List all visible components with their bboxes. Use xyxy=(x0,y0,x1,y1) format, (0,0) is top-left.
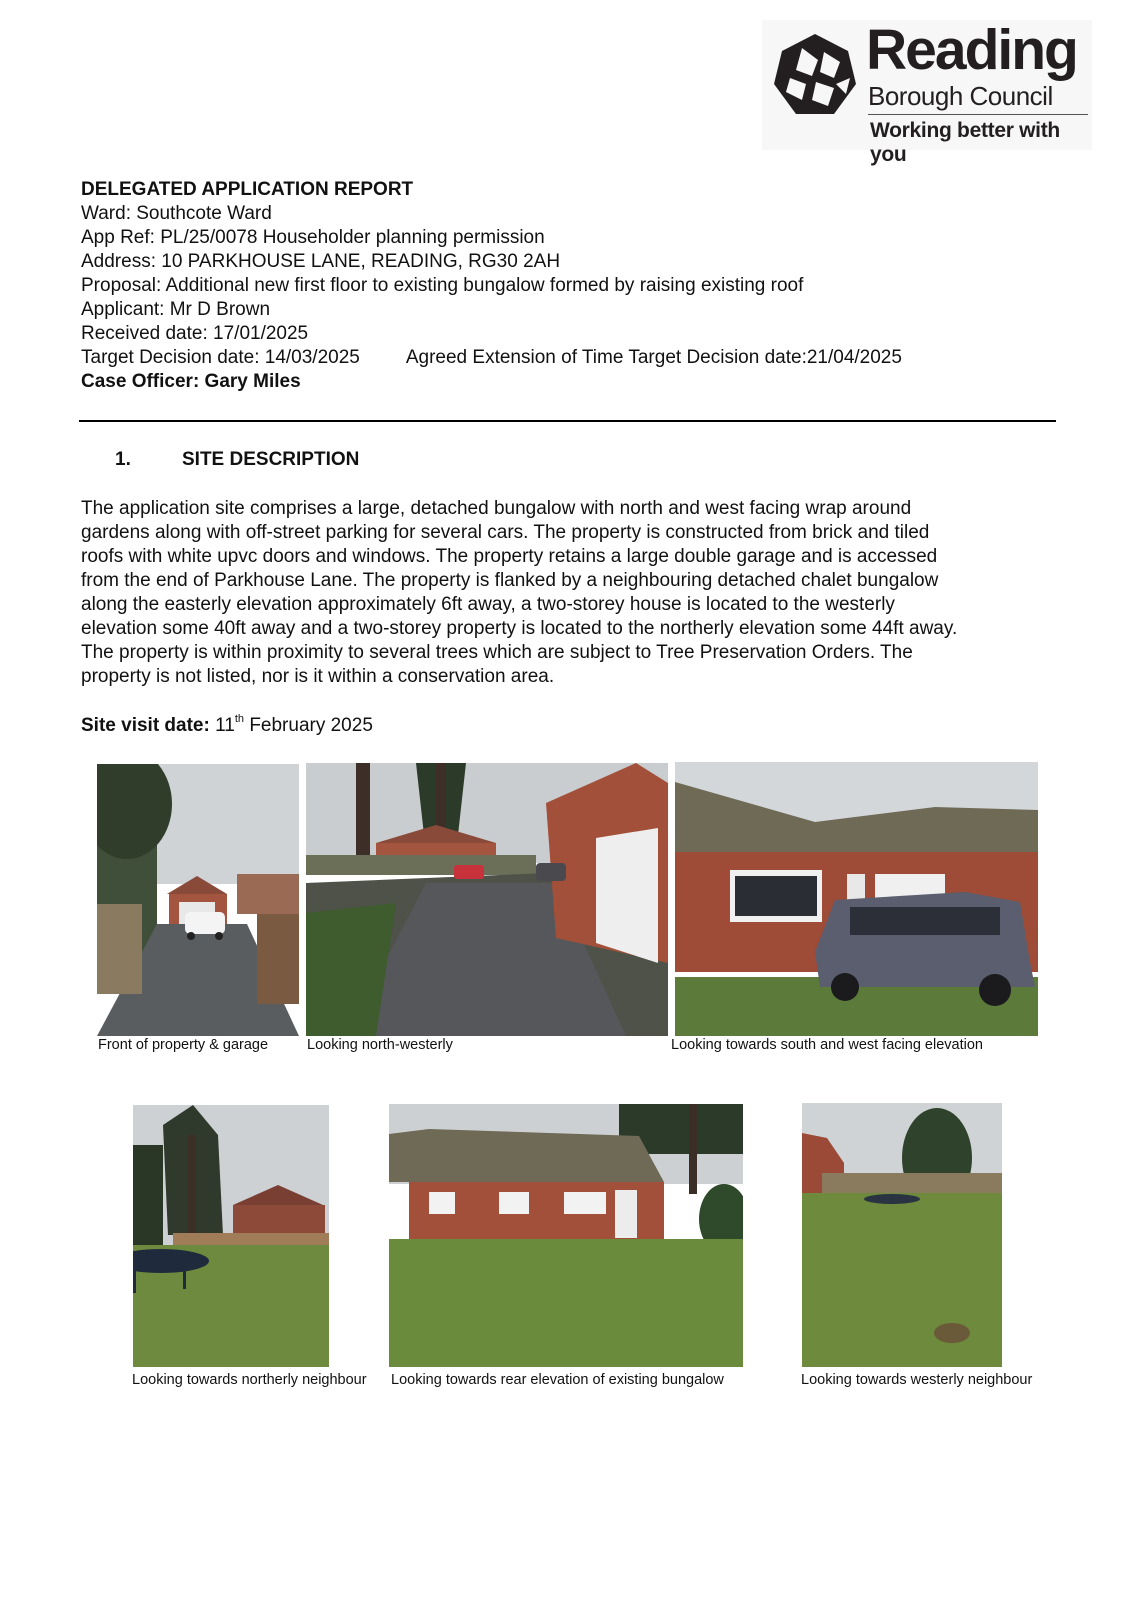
report-title: DELEGATED APPLICATION REPORT xyxy=(81,179,414,200)
proposal-line: Proposal: Additional new first floor to existing bungalow formed by raising existing roof xyxy=(81,275,804,296)
paragraph-line: gardens along with off-street parking for several cars. The property is constructed from brick and tiled xyxy=(81,522,930,543)
council-logo xyxy=(762,18,1092,166)
logo-subtitle: Borough Council xyxy=(868,81,1053,111)
site-visit-label: Site visit date: xyxy=(81,715,210,736)
photo-westerly-neighbour xyxy=(802,1103,1002,1367)
site-visit-day: 11 xyxy=(215,715,235,736)
paragraph-line: roofs with white upvc doors and windows. The property retains a large double garage and is accessed xyxy=(81,546,938,567)
received-date-line: Received date: 17/01/2025 xyxy=(81,323,309,344)
photo-caption: Front of property & garage xyxy=(98,1037,269,1053)
paragraph-line: The property is within proximity to several trees which are subject to Tree Preservation Orders. The xyxy=(81,642,913,663)
site-visit-date xyxy=(81,715,373,737)
photo-caption: Looking towards northerly neighbour xyxy=(132,1372,367,1388)
header-divider xyxy=(79,420,1056,422)
site-visit-month-year: February 2025 xyxy=(249,715,373,736)
photo-front-of-property xyxy=(97,764,299,1036)
address-line: Address: 10 PARKHOUSE LANE, READING, RG30 2AH xyxy=(81,251,561,272)
logo-name: Reading xyxy=(866,18,1077,82)
app-ref-line: App Ref: PL/25/0078 Householder planning permission xyxy=(81,227,545,248)
case-officer-line: Case Officer: Gary Miles xyxy=(81,371,301,392)
target-decision-date: Target Decision date: 14/03/2025 xyxy=(81,347,360,368)
report-header xyxy=(81,178,902,394)
logo-tagline: Working better with you xyxy=(870,119,1060,166)
paragraph-line: The application site comprises a large, detached bungalow with north and west facing wrap around xyxy=(81,498,912,519)
applicant-line: Applicant: Mr D Brown xyxy=(81,299,271,320)
photo-caption: Looking towards westerly neighbour xyxy=(801,1372,1033,1388)
paragraph-line: along the easterly elevation approximately 6ft away, a two-storey house is located to the westerly xyxy=(81,594,895,615)
extension-target-date: Agreed Extension of Time Target Decision date:21/04/2025 xyxy=(405,347,902,368)
photo-south-west-elevation xyxy=(675,762,1038,1036)
council-emblem-icon xyxy=(772,32,858,118)
site-description-paragraph xyxy=(81,497,1081,689)
photo-caption: Looking towards rear elevation of existing bungalow xyxy=(391,1372,724,1388)
paragraph-line: elevation some 40ft away and a two-storey property is located to the northerly elevation some 44ft away. xyxy=(81,618,958,639)
section-number: 1. xyxy=(115,449,131,470)
logo-divider xyxy=(868,114,1088,115)
paragraph-line: property is not listed, nor is it within a conservation area. xyxy=(81,666,555,687)
photo-caption: Looking north-westerly xyxy=(307,1037,453,1053)
site-visit-suffix: th xyxy=(234,713,245,725)
photo-caption: Looking towards south and west facing elevation xyxy=(671,1037,983,1053)
target-date-line xyxy=(81,346,902,370)
ward-line: Ward: Southcote Ward xyxy=(81,203,272,224)
paragraph-line: from the end of Parkhouse Lane. The property is flanked by a neighbouring detached chalet bungalow xyxy=(81,570,939,591)
section-title: SITE DESCRIPTION xyxy=(182,449,360,470)
photo-northerly-neighbour xyxy=(133,1105,329,1367)
photo-rear-elevation xyxy=(389,1104,743,1367)
photo-looking-north-westerly xyxy=(306,763,668,1036)
section-heading xyxy=(115,449,359,471)
